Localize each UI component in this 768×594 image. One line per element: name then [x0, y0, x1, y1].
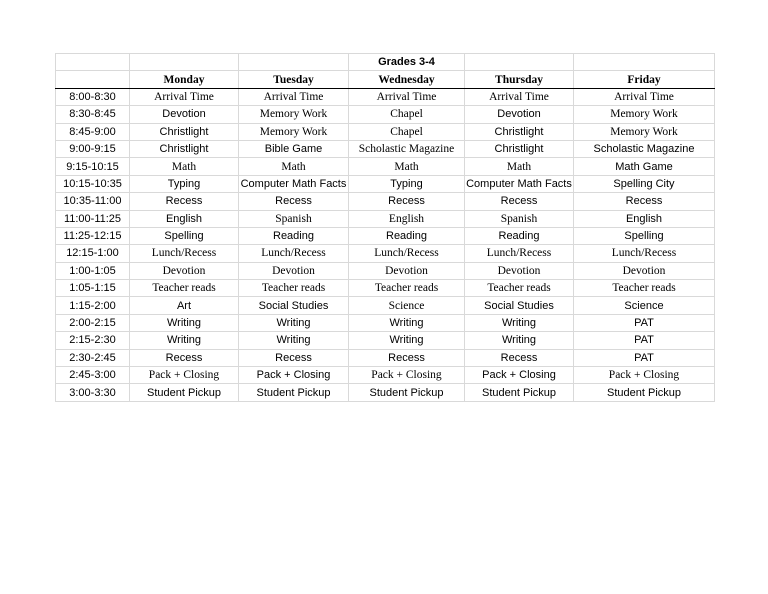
activity-cell-friday: Teacher reads	[574, 280, 715, 297]
table-row	[56, 210, 715, 227]
activity-cell-thursday: Recess	[465, 193, 574, 210]
table-row	[56, 88, 715, 105]
activity-cell-thursday: Teacher reads	[465, 280, 574, 297]
time-slot: 10:35-11:00	[56, 193, 130, 210]
activity-cell-friday: Devotion	[574, 262, 715, 279]
activity-cell-friday: Memory Work	[574, 106, 715, 123]
activity-cell-wednesday: Devotion	[349, 262, 465, 279]
activity-cell-friday: PAT	[574, 349, 715, 366]
time-slot: 8:30-8:45	[56, 106, 130, 123]
activity-cell-wednesday: Scholastic Magazine	[349, 140, 465, 157]
activity-cell-wednesday: Chapel	[349, 106, 465, 123]
activity-cell-thursday: Recess	[465, 349, 574, 366]
activity-cell-thursday: Writing	[465, 314, 574, 331]
activity-cell-monday: Teacher reads	[130, 280, 239, 297]
activity-cell-monday: Student Pickup	[130, 384, 239, 401]
day-header-monday: Monday	[130, 71, 239, 88]
activity-cell-friday: Memory Work	[574, 123, 715, 140]
time-slot: 9:00-9:15	[56, 140, 130, 157]
activity-cell-thursday: Math	[465, 158, 574, 175]
time-slot: 2:15-2:30	[56, 332, 130, 349]
activity-cell-wednesday: Student Pickup	[349, 384, 465, 401]
activity-cell-tuesday: Social Studies	[239, 297, 349, 314]
schedule-title: Grades 3-4	[349, 54, 465, 71]
activity-cell-monday: Writing	[130, 314, 239, 331]
activity-cell-tuesday: Math	[239, 158, 349, 175]
time-slot: 9:15-10:15	[56, 158, 130, 175]
activity-cell-friday: Lunch/Recess	[574, 245, 715, 262]
activity-cell-monday: Typing	[130, 175, 239, 192]
activity-cell-tuesday: Reading	[239, 227, 349, 244]
activity-cell-wednesday: Science	[349, 297, 465, 314]
activity-cell-friday: PAT	[574, 314, 715, 331]
activity-cell-wednesday: Typing	[349, 175, 465, 192]
activity-cell-friday: Math Game	[574, 158, 715, 175]
activity-cell-thursday: Social Studies	[465, 297, 574, 314]
day-header-thursday: Thursday	[465, 71, 574, 88]
activity-cell-friday: Recess	[574, 193, 715, 210]
activity-cell-friday: Spelling	[574, 227, 715, 244]
empty-cell	[574, 54, 715, 71]
activity-cell-wednesday: Lunch/Recess	[349, 245, 465, 262]
empty-cell	[56, 54, 130, 71]
activity-cell-thursday: Spanish	[465, 210, 574, 227]
activity-cell-wednesday: English	[349, 210, 465, 227]
activity-cell-thursday: Reading	[465, 227, 574, 244]
table-row	[56, 245, 715, 262]
time-slot: 12:15-1:00	[56, 245, 130, 262]
activity-cell-friday: Scholastic Magazine	[574, 140, 715, 157]
activity-cell-thursday: Devotion	[465, 106, 574, 123]
table-row	[56, 262, 715, 279]
activity-cell-wednesday: Chapel	[349, 123, 465, 140]
table-row	[56, 175, 715, 192]
day-header-wednesday: Wednesday	[349, 71, 465, 88]
time-slot: 2:30-2:45	[56, 349, 130, 366]
day-header-tuesday: Tuesday	[239, 71, 349, 88]
table-row	[56, 158, 715, 175]
activity-cell-wednesday: Reading	[349, 227, 465, 244]
empty-cell	[465, 54, 574, 71]
activity-cell-monday: Math	[130, 158, 239, 175]
table-row	[56, 106, 715, 123]
activity-cell-tuesday: Lunch/Recess	[239, 245, 349, 262]
activity-cell-monday: Devotion	[130, 106, 239, 123]
activity-cell-wednesday: Writing	[349, 332, 465, 349]
activity-cell-tuesday: Devotion	[239, 262, 349, 279]
activity-cell-friday: PAT	[574, 332, 715, 349]
activity-cell-monday: Arrival Time	[130, 88, 239, 105]
activity-cell-monday: Pack + Closing	[130, 367, 239, 384]
activity-cell-tuesday: Pack + Closing	[239, 367, 349, 384]
activity-cell-wednesday: Writing	[349, 314, 465, 331]
table-row	[56, 123, 715, 140]
activity-cell-monday: Christlight	[130, 123, 239, 140]
empty-cell	[239, 54, 349, 71]
activity-cell-wednesday: Recess	[349, 349, 465, 366]
activity-cell-monday: Devotion	[130, 262, 239, 279]
activity-cell-monday: Christlight	[130, 140, 239, 157]
table-row	[56, 140, 715, 157]
activity-cell-tuesday: Spanish	[239, 210, 349, 227]
time-slot: 1:00-1:05	[56, 262, 130, 279]
activity-cell-thursday: Arrival Time	[465, 88, 574, 105]
activity-cell-thursday: Writing	[465, 332, 574, 349]
empty-cell	[130, 54, 239, 71]
activity-cell-tuesday: Teacher reads	[239, 280, 349, 297]
activity-cell-tuesday: Computer Math Facts	[239, 175, 349, 192]
activity-cell-thursday: Student Pickup	[465, 384, 574, 401]
day-header-friday: Friday	[574, 71, 715, 88]
time-slot: 2:00-2:15	[56, 314, 130, 331]
table-row	[56, 332, 715, 349]
activity-cell-monday: Recess	[130, 193, 239, 210]
activity-cell-wednesday: Pack + Closing	[349, 367, 465, 384]
activity-cell-thursday: Christlight	[465, 140, 574, 157]
table-row	[56, 367, 715, 384]
time-slot: 2:45-3:00	[56, 367, 130, 384]
activity-cell-friday: Spelling City	[574, 175, 715, 192]
activity-cell-tuesday: Memory Work	[239, 106, 349, 123]
activity-cell-friday: Science	[574, 297, 715, 314]
activity-cell-monday: Spelling	[130, 227, 239, 244]
table-row	[56, 280, 715, 297]
activity-cell-monday: English	[130, 210, 239, 227]
table-row	[56, 314, 715, 331]
table-row	[56, 297, 715, 314]
activity-cell-tuesday: Writing	[239, 332, 349, 349]
empty-cell	[56, 71, 130, 88]
activity-cell-wednesday: Arrival Time	[349, 88, 465, 105]
time-slot: 10:15-10:35	[56, 175, 130, 192]
activity-cell-tuesday: Bible Game	[239, 140, 349, 157]
day-header-row	[56, 71, 715, 88]
table-row	[56, 384, 715, 401]
activity-cell-tuesday: Memory Work	[239, 123, 349, 140]
title-row	[56, 54, 715, 71]
activity-cell-tuesday: Recess	[239, 349, 349, 366]
activity-cell-friday: English	[574, 210, 715, 227]
activity-cell-tuesday: Arrival Time	[239, 88, 349, 105]
activity-cell-thursday: Christlight	[465, 123, 574, 140]
activity-cell-monday: Lunch/Recess	[130, 245, 239, 262]
activity-cell-tuesday: Student Pickup	[239, 384, 349, 401]
table-row	[56, 227, 715, 244]
time-slot: 1:15-2:00	[56, 297, 130, 314]
activity-cell-monday: Writing	[130, 332, 239, 349]
activity-cell-friday: Student Pickup	[574, 384, 715, 401]
table-row	[56, 349, 715, 366]
time-slot: 3:00-3:30	[56, 384, 130, 401]
time-slot: 8:00-8:30	[56, 88, 130, 105]
activity-cell-wednesday: Math	[349, 158, 465, 175]
activity-cell-tuesday: Recess	[239, 193, 349, 210]
activity-cell-monday: Art	[130, 297, 239, 314]
table-row	[56, 193, 715, 210]
activity-cell-friday: Arrival Time	[574, 88, 715, 105]
activity-cell-tuesday: Writing	[239, 314, 349, 331]
time-slot: 1:05-1:15	[56, 280, 130, 297]
time-slot: 11:00-11:25	[56, 210, 130, 227]
activity-cell-thursday: Lunch/Recess	[465, 245, 574, 262]
activity-cell-thursday: Pack + Closing	[465, 367, 574, 384]
activity-cell-wednesday: Recess	[349, 193, 465, 210]
time-slot: 8:45-9:00	[56, 123, 130, 140]
activity-cell-thursday: Devotion	[465, 262, 574, 279]
activity-cell-friday: Pack + Closing	[574, 367, 715, 384]
schedule-table	[55, 53, 715, 402]
time-slot: 11:25-12:15	[56, 227, 130, 244]
activity-cell-monday: Recess	[130, 349, 239, 366]
activity-cell-wednesday: Teacher reads	[349, 280, 465, 297]
activity-cell-thursday: Computer Math Facts	[465, 175, 574, 192]
